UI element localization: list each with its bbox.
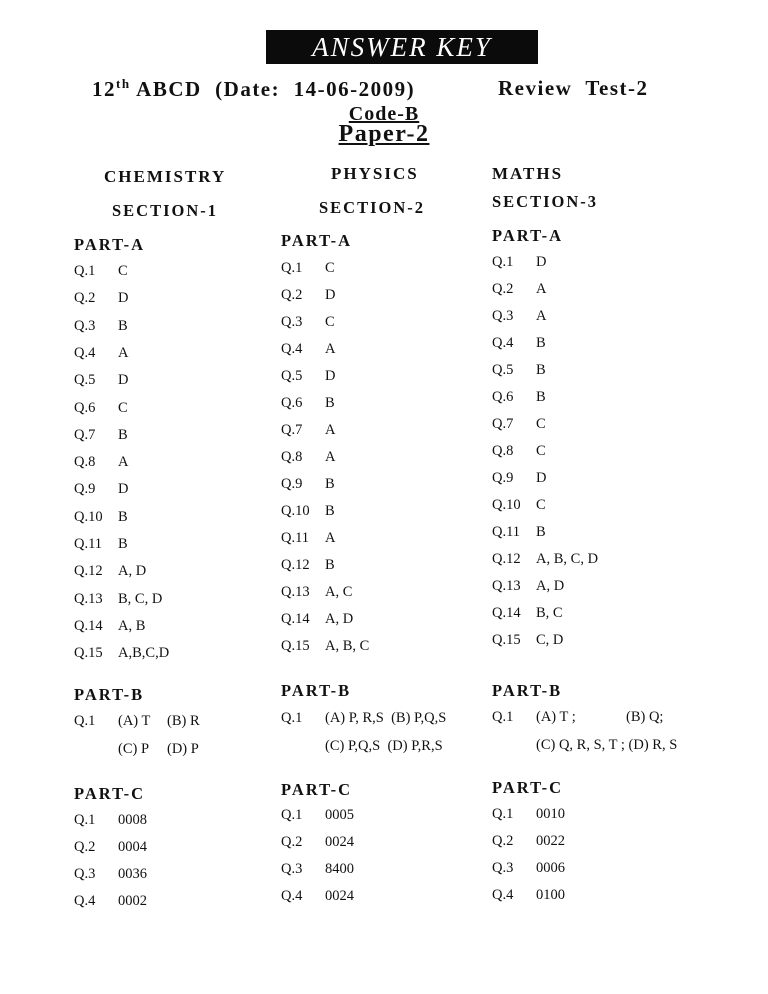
- answer: 0005: [325, 807, 354, 823]
- question-number: Q.3: [281, 861, 303, 877]
- answer: 0004: [118, 839, 147, 855]
- answer: A: [536, 281, 547, 297]
- answer: B: [118, 317, 128, 334]
- answer: B: [325, 395, 335, 411]
- question-number: Q.2: [74, 839, 96, 855]
- question-number: Q.2: [492, 833, 514, 849]
- answer: A, B, C: [325, 638, 370, 654]
- question-number: Q.3: [492, 860, 514, 876]
- question-number: Q.15: [74, 645, 103, 662]
- question-number: Q.9: [281, 476, 303, 492]
- answer: A: [118, 454, 129, 471]
- review-test-label: Review Test-2: [498, 76, 649, 100]
- answer: 0008: [118, 812, 147, 828]
- question-number: Q.1: [74, 263, 96, 279]
- maths-part-b: PART-B: [492, 681, 563, 700]
- class-number: 12: [92, 77, 116, 101]
- question-number: Q.3: [281, 314, 303, 330]
- answer: A,B,C,D: [118, 645, 170, 662]
- question-number: Q.6: [492, 389, 514, 405]
- answer: 0022: [536, 833, 565, 849]
- question-number: Q.1: [281, 710, 303, 726]
- answer: B: [536, 335, 546, 351]
- question-number: Q.14: [492, 605, 521, 621]
- paper-label: [0, 121, 768, 148]
- question-number: Q.8: [281, 449, 303, 465]
- question-number: Q.9: [74, 481, 96, 498]
- maths-part-c: PART-C: [492, 778, 564, 797]
- answer: D: [536, 254, 547, 270]
- answer: D: [536, 470, 547, 486]
- answer: 8400: [325, 861, 354, 877]
- paper-text: Paper-2: [338, 121, 430, 147]
- question-number: Q.3: [74, 317, 96, 334]
- question-number: Q.12: [281, 557, 310, 573]
- answer: B: [325, 476, 335, 492]
- answer: A: [325, 530, 336, 546]
- class-suffix: th: [116, 76, 131, 91]
- answer: B, C: [536, 605, 563, 621]
- answer: A, D: [536, 578, 565, 594]
- answer: D: [118, 290, 129, 307]
- question-number: Q.14: [74, 617, 103, 634]
- question-number: Q.1: [492, 254, 514, 270]
- question-number: Q.1: [74, 812, 96, 828]
- answer: 0006: [536, 860, 565, 876]
- answer: D: [118, 481, 129, 498]
- question-number: Q.4: [281, 888, 303, 904]
- answer: A: [325, 449, 336, 465]
- phys-part-b: PART-B: [281, 681, 352, 700]
- question-number: Q.3: [74, 866, 96, 882]
- answer: B: [536, 362, 546, 378]
- section-1: SECTION-1: [112, 201, 219, 220]
- answer-key-banner: ANSWER KEY: [266, 30, 538, 64]
- question-number: Q.1: [492, 806, 514, 822]
- question-number: Q.15: [492, 632, 521, 648]
- answer: 0010: [536, 806, 565, 822]
- answer: 0002: [118, 893, 147, 909]
- answer: D: [325, 368, 336, 384]
- question-number: Q.5: [492, 362, 514, 378]
- answer: (B) Q;: [626, 709, 664, 725]
- subject-maths: MATHS: [492, 164, 564, 183]
- answer: A, D: [118, 563, 147, 580]
- question-number: Q.2: [492, 281, 514, 297]
- answer: A, C: [325, 584, 353, 600]
- question-number: Q.6: [74, 399, 96, 416]
- answer: B: [118, 536, 128, 552]
- answer: D: [118, 372, 129, 389]
- question-number: Q.11: [74, 536, 103, 552]
- answer: B: [118, 426, 128, 443]
- question-number: Q.5: [281, 368, 303, 384]
- question-number: Q.10: [281, 503, 310, 519]
- chem-part-b: PART-B: [74, 685, 145, 704]
- answer: B, C, D: [118, 590, 163, 607]
- answer: B: [536, 524, 546, 540]
- question-number: Q.14: [281, 611, 310, 627]
- answer: 0024: [325, 834, 354, 850]
- question-number: Q.1: [281, 807, 303, 823]
- answer: C, D: [536, 632, 564, 648]
- answer: A: [325, 422, 336, 438]
- answer: D: [325, 287, 336, 303]
- phys-part-c: PART-C: [281, 780, 353, 799]
- question-number: Q.13: [281, 584, 310, 600]
- answer: C: [325, 314, 335, 330]
- answer: A, D: [325, 611, 354, 627]
- question-number: Q.6: [281, 395, 303, 411]
- answer: A: [536, 308, 547, 324]
- question-number: Q.7: [74, 426, 96, 443]
- question-number: Q.10: [74, 508, 103, 525]
- question-number: Q.15: [281, 638, 310, 654]
- answer: C: [536, 416, 546, 432]
- question-number: Q.2: [74, 290, 96, 307]
- answer: A, B, C, D: [536, 551, 599, 567]
- answer: C: [325, 260, 335, 276]
- section-2: SECTION-2: [319, 198, 426, 217]
- answer: A, B: [118, 617, 146, 634]
- section-3: SECTION-3: [492, 192, 599, 211]
- question-number: Q.12: [492, 551, 521, 567]
- question-number: Q.1: [281, 260, 303, 276]
- answer: A: [118, 344, 129, 361]
- question-number: Q.8: [74, 454, 96, 471]
- question-number: Q.13: [74, 590, 103, 607]
- answer: B: [325, 503, 335, 519]
- subject-physics: PHYSICS: [331, 164, 419, 183]
- answer: B: [325, 557, 335, 573]
- answer: C: [118, 263, 128, 279]
- question-number: Q.10: [492, 497, 521, 513]
- answer: C: [118, 399, 128, 416]
- question-number: Q.5: [74, 372, 96, 389]
- question-number: Q.4: [492, 335, 514, 351]
- question-number: Q.12: [74, 563, 103, 580]
- question-number: Q.1: [74, 713, 96, 729]
- answer: C: [536, 497, 546, 513]
- question-number: Q.4: [281, 341, 303, 357]
- answer: 0100: [536, 887, 565, 903]
- answer: 0024: [325, 888, 354, 904]
- question-number: Q.7: [281, 422, 303, 438]
- question-number: Q.3: [492, 308, 514, 324]
- answer: (C) Q, R, S, T ; (D) R, S: [536, 737, 678, 753]
- class-date: ABCD (Date: 14-06-2009): [130, 77, 416, 101]
- maths-part-a: PART-A: [492, 226, 564, 245]
- question-number: Q.13: [492, 578, 521, 594]
- question-number: Q.2: [281, 834, 303, 850]
- subject-chemistry: CHEMISTRY: [104, 167, 227, 186]
- phys-part-a: PART-A: [281, 231, 353, 250]
- question-number: Q.1: [492, 709, 514, 725]
- answer: (A) T ;: [536, 709, 576, 725]
- answer: (C) P: [118, 741, 150, 757]
- chem-part-a: PART-A: [74, 235, 146, 254]
- answer: A: [325, 341, 336, 357]
- answer: (B) R: [167, 713, 200, 729]
- question-number: Q.2: [281, 287, 303, 303]
- question-number: Q.7: [492, 416, 514, 432]
- test-info-line: [92, 76, 649, 102]
- chem-part-c: PART-C: [74, 784, 146, 803]
- answer: 0036: [118, 866, 147, 882]
- answer: C: [536, 443, 546, 459]
- answer: (A) T: [118, 713, 151, 729]
- question-number: Q.4: [74, 893, 96, 909]
- question-number: Q.11: [492, 524, 521, 540]
- answer: B: [118, 508, 128, 525]
- question-number: Q.11: [281, 530, 310, 546]
- answer: (D) P: [167, 741, 199, 757]
- question-number: Q.9: [492, 470, 514, 486]
- question-number: Q.4: [74, 344, 96, 361]
- question-number: Q.4: [492, 887, 514, 903]
- code-text: Code-B: [348, 103, 420, 125]
- question-number: Q.8: [492, 443, 514, 459]
- answer: (A) P, R,S (B) P,Q,S: [325, 710, 447, 726]
- answer: (C) P,Q,S (D) P,R,S: [325, 738, 443, 754]
- answer: B: [536, 389, 546, 405]
